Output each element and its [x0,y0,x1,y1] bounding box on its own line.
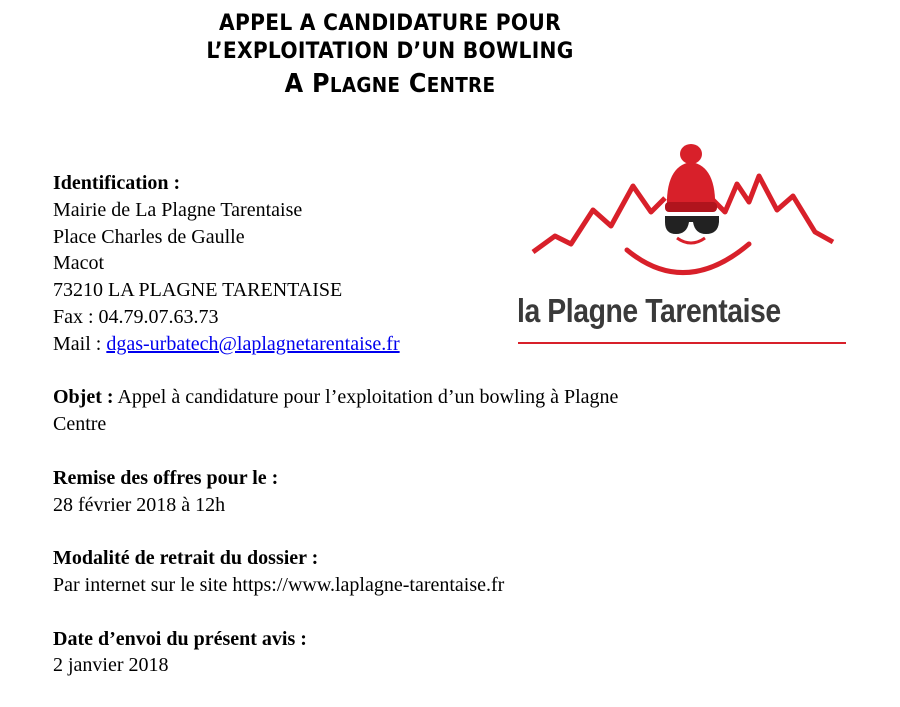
mail-link[interactable]: dgas-urbatech@laplagnetarentaise.fr [106,332,400,355]
smile-icon [627,244,749,273]
logo-wordmark: la Plagne Tarentaise [517,292,781,329]
title-line-2: L’EXPLOITATION D’UN BOWLING [206,39,574,64]
objet-text: Appel à candidature pour l’exploitation d’un bowling à Plagne [113,386,619,409]
fax-line: Fax : 04.79.07.63.73 [53,305,219,328]
mountain-right-icon [713,176,833,242]
modalite-label: Modalité de retrait du dossier : [53,547,319,570]
address-line: Macot [53,252,105,275]
hat-pompom-icon [680,144,702,164]
remise-value: 28 février 2018 à 12h [53,493,226,516]
logo-underline [518,342,846,344]
mail-label: Mail : [53,332,107,355]
address-line: 73210 LA PLAGNE TARENTAISE [53,279,343,302]
title-line-3: A PLAGNE CENTRE [284,69,496,99]
date-envoi-value: 2 janvier 2018 [53,654,169,677]
address-line: Place Charles de Gaulle [53,225,245,248]
objet-line [53,384,753,411]
date-envoi-label: Date d’envoi du présent avis : [53,627,307,650]
objet-text-cont: Centre [53,413,107,436]
identification-label: Identification : [53,172,181,194]
objet-label: Objet : [53,386,114,409]
mountain-left-icon [533,186,665,252]
remise-label: Remise des offres pour le : [53,466,279,489]
address-line: Mairie de La Plagne Tarentaise [53,198,303,221]
document-title [0,10,780,102]
sunglasses-icon [665,216,719,234]
modalite-value: Par internet sur le site https://www.laplagne-tarentaise.fr [53,573,505,596]
title-line-1: APPEL A CANDIDATURE POUR [219,11,561,36]
